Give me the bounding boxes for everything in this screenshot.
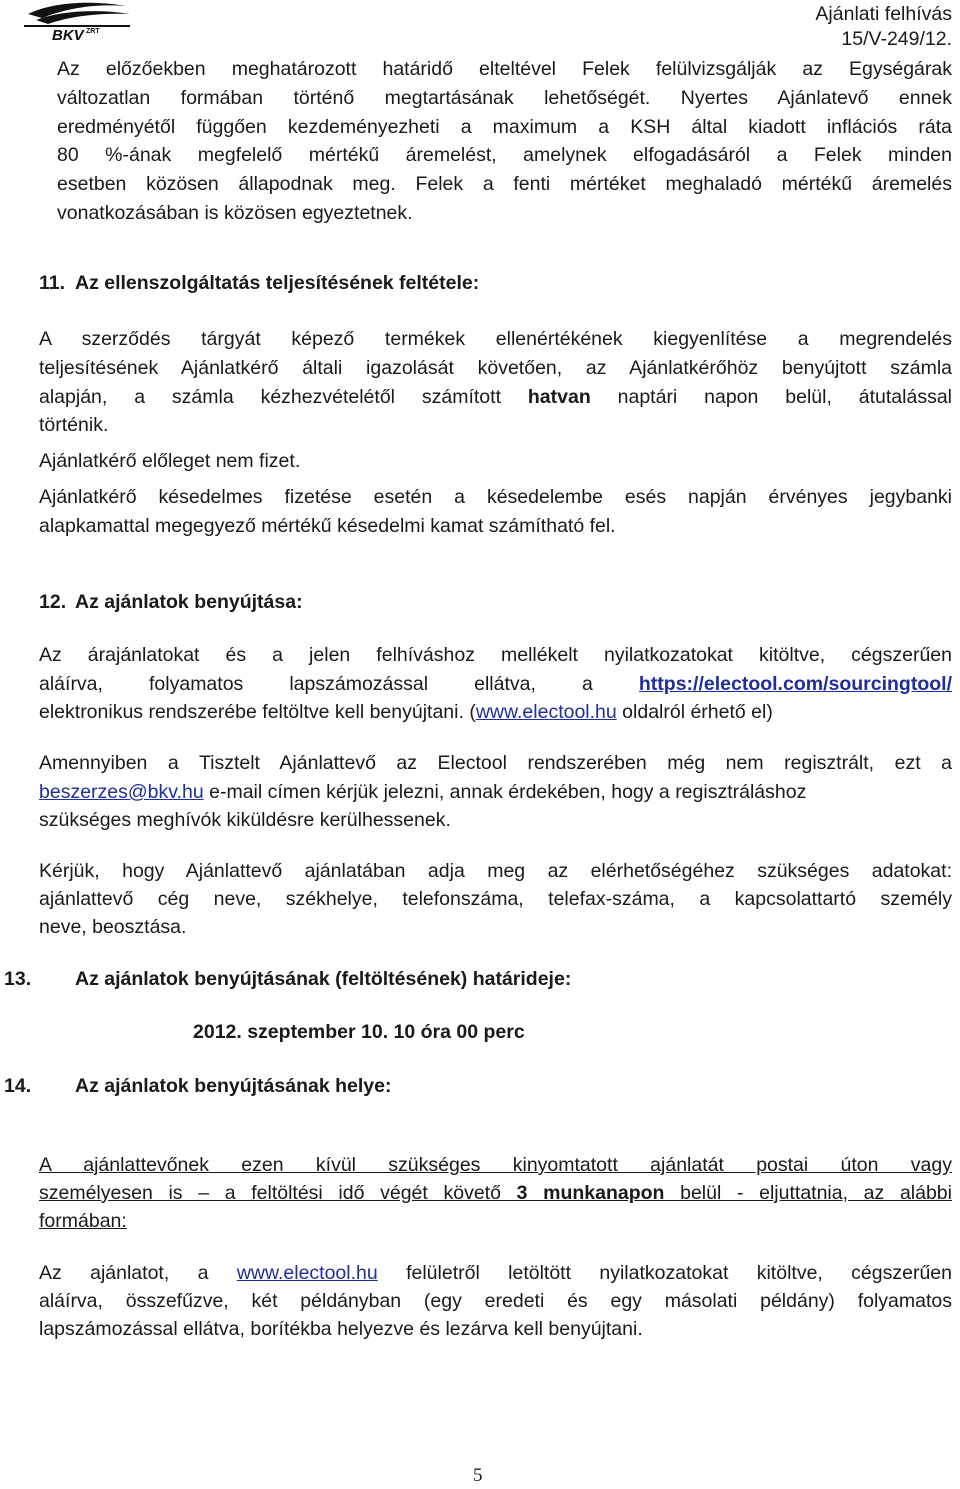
section-12-heading <box>39 589 303 615</box>
section-13-heading <box>4 966 571 992</box>
text-span: aláírva, folyamatos lapszámozással ellátva, a <box>39 673 593 695</box>
s12-line <box>39 779 806 805</box>
doc-number: 15/V-249/12. <box>841 28 952 50</box>
section-number: 13. <box>4 968 32 990</box>
intro-line: eredményétől függően kezdeményezheti a maximum a KSH által kiadott inflációs ráta <box>57 116 952 138</box>
doc-title: Ajánlati felhívás <box>815 3 952 25</box>
s14-line: aláírva, összefűzve, két példányban (egy eredeti és egy másolati példány) folyamatos <box>39 1290 952 1312</box>
s11-line: teljesítésének Ajánlatkérő általi igazolását követően, az Ajánlatkérőhöz benyújtott számla <box>39 357 952 379</box>
intro-line: változatlan formában történő megtartásának lehetőségét. Nyertes Ajánlatevő ennek <box>57 87 952 109</box>
text-span: alapján, a számla kézhezvételétől számított <box>39 386 501 408</box>
s14-line <box>39 1180 952 1206</box>
s14-line: A ajánlattevőnek ezen kívül szükséges kinyomtatott ajánlatát postai úton vagy <box>39 1154 952 1176</box>
electool-sourcing-link[interactable]: https://electool.com/sourcingtool/ <box>638 673 952 695</box>
electool-hu-link[interactable]: www.electool.hu <box>236 1262 378 1284</box>
s11-line: Ajánlatkérő előleget nem fizet. <box>39 450 301 472</box>
intro-line: esetben közösen állapodnak meg. Felek a fenti mértéket meghaladó mértékű áremelés <box>57 173 952 195</box>
electool-hu-link[interactable]: www.electool.hu <box>475 701 617 723</box>
s11-line: történik. <box>39 414 109 436</box>
section-title: Az ajánlatok benyújtása: <box>75 591 303 613</box>
s14-line: formában: <box>39 1210 127 1232</box>
section-number: 14. <box>4 1075 32 1097</box>
text-span: személyesen is – a feltöltési idő végét követő <box>39 1182 517 1204</box>
section-title: Az ellenszolgáltatás teljesítésének feltétele: <box>75 272 480 294</box>
logo-text: BKV <box>52 27 84 42</box>
s14-line: lapszámozással ellátva, borítékba helyezve és lezárva kell benyújtani. <box>39 1318 643 1340</box>
bold-term: hatvan <box>527 386 591 408</box>
s12-line: ajánlattevő cég neve, székhelye, telefonszáma, telefax-száma, a kapcsolattartó személy <box>39 888 952 910</box>
s11-line <box>39 384 952 410</box>
text-span: Az ajánlatot, a <box>39 1262 237 1284</box>
text-span: felületről letöltött nyilatkozatokat kitöltve, cégszerűen <box>377 1262 952 1284</box>
intro-line: 80 %-ának megfelelő mértékű áremelést, amelynek elfogadásáról a Felek minden <box>57 144 952 166</box>
deadline: 2012. szeptember 10. 10 óra 00 perc <box>193 1021 525 1043</box>
s12-line: neve, beosztása. <box>39 916 187 938</box>
logo-suffix: ZRT <box>86 28 100 35</box>
s12-line <box>39 699 773 725</box>
section-number: 12. <box>39 591 67 613</box>
section-14-heading <box>4 1073 391 1099</box>
bold-term: 3 munkanapon <box>516 1182 665 1204</box>
email-link[interactable]: beszerzes@bkv.hu <box>39 781 204 803</box>
section-title: Az ajánlatok benyújtásának helye: <box>75 1075 392 1097</box>
s12-line: szükséges meghívók kiküldésre kerülhessenek. <box>39 809 451 831</box>
section-title: Az ajánlatok benyújtásának (feltöltésének) határideje: <box>75 968 572 990</box>
s11-line: alapkamattal megegyező mértékű késedelmi kamat számítható fel. <box>39 515 616 537</box>
s12-line: Amennyiben a Tisztelt Ajánlattevő az Electool rendszerében még nem regisztrált, ezt a <box>39 752 952 774</box>
text-span: belül - eljuttatnia, az alábbi <box>664 1182 952 1204</box>
bkv-logo <box>22 0 134 42</box>
intro-line: vonatkozásában is közösen egyeztetnek. <box>57 202 413 224</box>
s11-line: A szerződés tárgyát képező termékek ellenértékének kiegyenlítése a megrendelés <box>39 328 952 350</box>
document-header <box>815 2 952 52</box>
s12-line: Kérjük, hogy Ajánlattevő ajánlatában adja meg az elérhetőségéhez szükséges adatokat: <box>39 860 952 882</box>
text-span: naptári napon belül, átutalással <box>617 386 952 408</box>
intro-line: Az előzőekben meghatározott határidő elteltével Felek felülvizsgálják az Egységárak <box>57 58 952 80</box>
s14-line <box>39 1260 952 1286</box>
s11-line: Ajánlatkérő késedelmes fizetése esetén a késedelembe esés napján érvényes jegybanki <box>39 486 952 508</box>
section-number: 11. <box>39 272 66 294</box>
s12-line: Az árajánlatokat és a jelen felhíváshoz mellékelt nyilatkozatokat kitöltve, cégszerűen <box>39 644 952 666</box>
section-11-heading <box>39 270 479 296</box>
text-span: oldalról érhető el) <box>616 701 773 723</box>
text-span: elektronikus rendszerébe feltöltve kell benyújtani. ( <box>39 701 476 723</box>
page-number: 5 <box>473 1465 483 1486</box>
text-span: e-mail címen kérjük jelezni, annak érdekében, hogy a regisztráláshoz <box>203 781 807 803</box>
s12-line <box>39 671 952 697</box>
